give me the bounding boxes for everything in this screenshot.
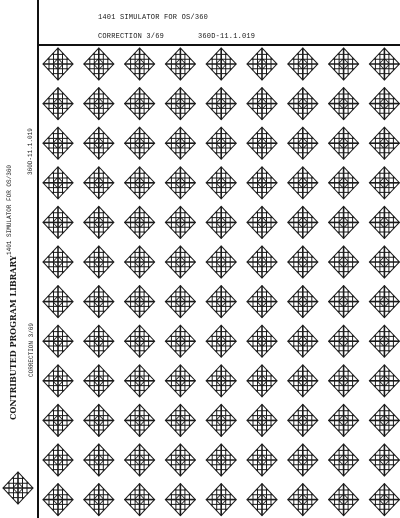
diamond-crosshatch-icon: [206, 484, 236, 516]
diamond-crosshatch-icon: [247, 206, 277, 238]
diamond-crosshatch-icon: [329, 127, 359, 159]
diamond-crosshatch-icon: [288, 404, 318, 436]
diamond-crosshatch-icon: [206, 127, 236, 159]
diamond-crosshatch-icon: [288, 365, 318, 397]
diamond-crosshatch-icon: [288, 444, 318, 476]
diamond-crosshatch-icon: [165, 167, 195, 199]
diamond-crosshatch-icon: [369, 365, 399, 397]
diamond-crosshatch-icon: [329, 484, 359, 516]
sidebar-correction: CORRECTION 3/69: [28, 322, 35, 377]
diamond-crosshatch-icon: [165, 365, 195, 397]
diamond-crosshatch-icon: [369, 127, 399, 159]
diamond-crosshatch-icon: [247, 48, 277, 80]
diamond-crosshatch-icon: [369, 444, 399, 476]
diamond-crosshatch-icon: [206, 206, 236, 238]
diamond-crosshatch-icon: [206, 286, 236, 318]
diamond-crosshatch-icon: [369, 286, 399, 318]
diamond-crosshatch-icon: [165, 286, 195, 318]
diamond-crosshatch-icon: [125, 444, 155, 476]
diamond-crosshatch-icon: [247, 404, 277, 436]
diamond-crosshatch-icon: [165, 404, 195, 436]
diamond-crosshatch-icon: [84, 127, 114, 159]
diamond-crosshatch-icon: [329, 365, 359, 397]
diamond-crosshatch-icon: [84, 246, 114, 278]
diamond-crosshatch-icon: [43, 365, 73, 397]
diamond-crosshatch-icon: [247, 484, 277, 516]
diamond-crosshatch-icon: [84, 325, 114, 357]
diamond-crosshatch-icon: [43, 484, 73, 516]
diamond-crosshatch-icon: [369, 206, 399, 238]
diamond-crosshatch-icon: [43, 167, 73, 199]
diamond-crosshatch-icon: [247, 325, 277, 357]
diamond-crosshatch-icon: [43, 325, 73, 357]
header-title: 1401 SIMULATOR FOR OS/360: [98, 14, 209, 22]
diamond-crosshatch-icon: [247, 88, 277, 120]
diamond-crosshatch-icon: [43, 206, 73, 238]
diamond-crosshatch-icon: [369, 404, 399, 436]
diamond-crosshatch-icon: [165, 246, 195, 278]
diamond-crosshatch-icon: [247, 365, 277, 397]
diamond-crosshatch-icon: [84, 444, 114, 476]
corner-diamond-icon: [0, 468, 36, 508]
diamond-crosshatch-icon: [329, 325, 359, 357]
diamond-crosshatch-icon: [125, 88, 155, 120]
diamond-crosshatch-icon: [165, 206, 195, 238]
diamond-crosshatch-icon: [288, 206, 318, 238]
header-number: 360D-11.1.019: [198, 33, 256, 41]
diamond-crosshatch-icon: [329, 167, 359, 199]
diamond-crosshatch-icon: [43, 127, 73, 159]
diamond-crosshatch-icon: [288, 484, 318, 516]
diamond-crosshatch-icon: [125, 365, 155, 397]
diamond-crosshatch-icon: [206, 404, 236, 436]
diamond-crosshatch-icon: [329, 48, 359, 80]
diamond-crosshatch-icon: [43, 286, 73, 318]
diamond-crosshatch-icon: [329, 286, 359, 318]
diamond-crosshatch-icon: [165, 127, 195, 159]
sidebar-title: 1401 SIMULATOR FOR OS/360: [6, 164, 13, 255]
diamond-crosshatch-icon: [329, 246, 359, 278]
diamond-crosshatch-icon: [288, 167, 318, 199]
diamond-crosshatch-icon: [165, 325, 195, 357]
diamond-crosshatch-icon: [165, 88, 195, 120]
diamond-crosshatch-icon: [329, 206, 359, 238]
diamond-crosshatch-icon: [329, 404, 359, 436]
diamond-crosshatch-icon: [84, 404, 114, 436]
diamond-crosshatch-icon: [3, 472, 33, 504]
diamond-crosshatch-icon: [43, 444, 73, 476]
diamond-crosshatch-icon: [125, 286, 155, 318]
diamond-crosshatch-icon: [84, 484, 114, 516]
diamond-crosshatch-icon: [165, 484, 195, 516]
diamond-crosshatch-icon: [369, 325, 399, 357]
diamond-crosshatch-icon: [84, 365, 114, 397]
diamond-crosshatch-icon: [165, 48, 195, 80]
diamond-crosshatch-icon: [43, 246, 73, 278]
diamond-crosshatch-icon: [288, 48, 318, 80]
diamond-crosshatch-icon: [43, 88, 73, 120]
diamond-crosshatch-icon: [125, 206, 155, 238]
diamond-crosshatch-icon: [84, 167, 114, 199]
diamond-crosshatch-icon: [206, 325, 236, 357]
diamond-crosshatch-icon: [329, 88, 359, 120]
diamond-crosshatch-icon: [369, 484, 399, 516]
diamond-crosshatch-icon: [247, 167, 277, 199]
diamond-crosshatch-icon: [206, 365, 236, 397]
diamond-crosshatch-icon: [288, 88, 318, 120]
diamond-crosshatch-icon: [125, 325, 155, 357]
diamond-crosshatch-icon: [84, 48, 114, 80]
diamond-crosshatch-icon: [84, 286, 114, 318]
diamond-crosshatch-icon: [288, 246, 318, 278]
diamond-crosshatch-icon: [206, 88, 236, 120]
diamond-crosshatch-icon: [125, 484, 155, 516]
diamond-crosshatch-icon: [247, 246, 277, 278]
diamond-crosshatch-icon: [288, 325, 318, 357]
diamond-crosshatch-icon: [288, 286, 318, 318]
diamond-crosshatch-icon: [125, 246, 155, 278]
header-correction: CORRECTION 3/69: [98, 33, 165, 41]
diamond-crosshatch-icon: [369, 88, 399, 120]
diamond-crosshatch-icon: [247, 127, 277, 159]
diamond-crosshatch-icon: [43, 48, 73, 80]
diamond-crosshatch-icon: [288, 127, 318, 159]
diamond-crosshatch-icon: [125, 127, 155, 159]
diamond-crosshatch-icon: [125, 48, 155, 80]
diamond-crosshatch-icon: [125, 167, 155, 199]
diamond-crosshatch-icon: [369, 167, 399, 199]
diamond-crosshatch-icon: [165, 444, 195, 476]
diamond-crosshatch-icon: [206, 246, 236, 278]
diamond-crosshatch-icon: [247, 444, 277, 476]
diamond-crosshatch-icon: [369, 246, 399, 278]
diamond-crosshatch-icon: [247, 286, 277, 318]
diamond-crosshatch-icon: [84, 206, 114, 238]
diamond-crosshatch-icon: [43, 404, 73, 436]
sidebar-library-name: CONTRIBUTED PROGRAM LIBRARY: [8, 255, 18, 420]
diamond-crosshatch-icon: [206, 444, 236, 476]
diamond-crosshatch-icon: [329, 444, 359, 476]
diamond-crosshatch-icon: [206, 167, 236, 199]
diamond-crosshatch-icon: [206, 48, 236, 80]
sidebar-number: 360D-11.1.019: [27, 128, 34, 175]
diamond-crosshatch-icon: [84, 88, 114, 120]
diamond-crosshatch-icon: [369, 48, 399, 80]
diamond-crosshatch-icon: [125, 404, 155, 436]
